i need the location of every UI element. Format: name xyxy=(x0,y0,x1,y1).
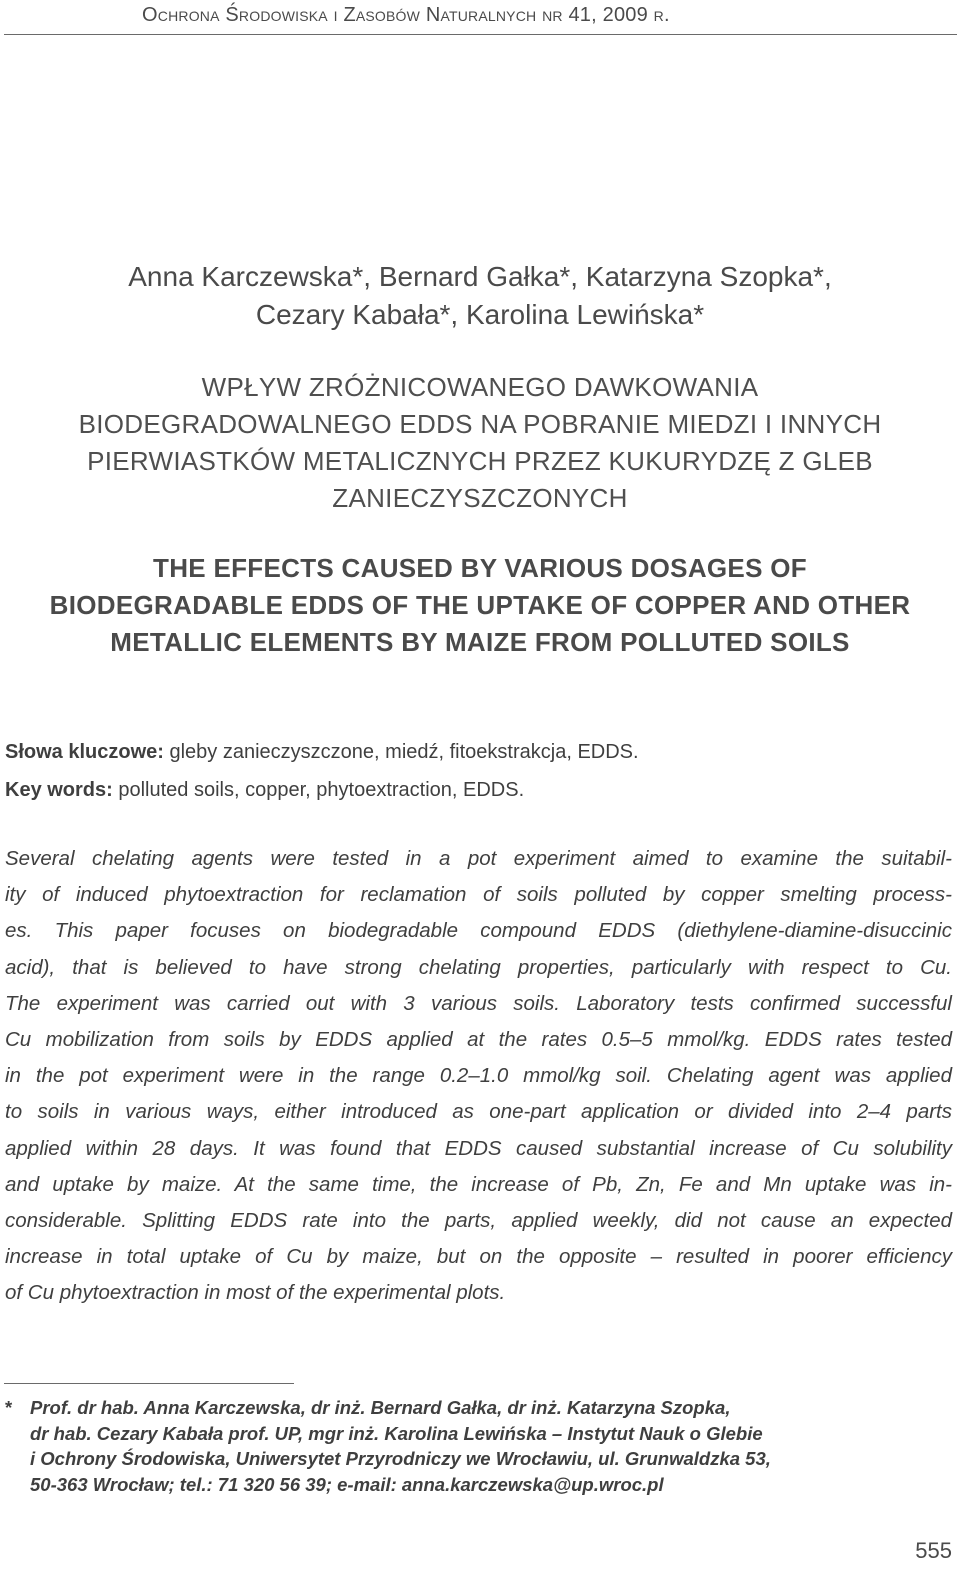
abstract-line: and uptake by maize. At the same time, the increase of Pb, Zn, Fe and Mn uptake was in- xyxy=(5,1172,952,1196)
title-line: METALLIC ELEMENTS BY MAIZE FROM POLLUTED SOILS xyxy=(110,627,850,657)
keywords-section xyxy=(5,733,955,809)
footnote-marker: * xyxy=(5,1397,13,1418)
abstract-line: The experiment was carried out with 3 various soils. Laboratory tests confirmed successful xyxy=(5,991,952,1015)
abstract-line: applied within 28 days. It was found that EDDS caused substantial increase of Cu solubility xyxy=(5,1136,952,1160)
author-line: Anna Karczewska*, Bernard Gałka*, Katarzyna Szopka*, xyxy=(128,261,832,292)
abstract-line: to soils in various ways, either introduced as one-part application or divided into 2–4 parts xyxy=(5,1100,952,1124)
author-affiliation-footnote xyxy=(5,1395,905,1497)
title-line: BIODEGRADOWALNEGO EDDS NA POBRANIE MIEDZI I INNYCH xyxy=(78,409,882,439)
footnote-text xyxy=(30,1395,905,1497)
header-divider xyxy=(4,34,957,35)
abstract xyxy=(5,841,952,1312)
footnote-line: Prof. dr hab. Anna Karczewska, dr inż. Bernard Gałka, dr inż. Katarzyna Szopka, xyxy=(30,1397,731,1418)
author-line: Cezary Kabała*, Karolina Lewińska* xyxy=(255,299,705,330)
title-line: THE EFFECTS CAUSED BY VARIOUS DOSAGES OF xyxy=(153,553,807,583)
title-english xyxy=(0,550,960,661)
footnote-line: dr hab. Cezary Kabała prof. UP, mgr inż. Karolina Lewińska – Instytut Nauk o Glebie xyxy=(30,1422,763,1444)
keywords-polish xyxy=(5,733,955,771)
abstract-line: Several chelating agents were tested in a pot experiment aimed to examine the suitabil- xyxy=(5,847,952,870)
title-polish xyxy=(0,369,960,517)
abstract-line: es. This paper focuses on biodegradable compound EDDS (diethylene-diamine-disuccinic xyxy=(5,919,952,943)
title-line: ZANIECZYSZCZONYCH xyxy=(332,483,628,513)
keywords-english xyxy=(5,771,955,809)
abstract-line: ity of induced phytoextraction for reclamation of soils polluted by copper smelting process- xyxy=(5,883,952,907)
keywords-english-value: polluted soils, copper, phytoextraction, EDDS. xyxy=(112,779,525,801)
abstract-line: of Cu phytoextraction in most of the experimental plots. xyxy=(5,1281,506,1305)
title-line: PIERWIASTKÓW METALICZNYCH PRZEZ KUKURYDZĘ Z GLEB xyxy=(87,446,873,476)
footnote-line: 50-363 Wrocław; tel.: 71 320 56 39; e-mail: anna.karczewska@up.wroc.pl xyxy=(30,1473,664,1495)
author-list xyxy=(0,258,960,334)
footnote-divider xyxy=(4,1383,294,1384)
journal-header: Ochrona Środowiska i Zasobów Naturalnych nr 41, 2009 r. xyxy=(142,4,670,26)
page-number: 555 xyxy=(915,1538,952,1563)
keywords-polish-value: gleby zanieczyszczone, miedź, fitoekstrakcja, EDDS. xyxy=(163,741,639,763)
abstract-line: acid), that is believed to have strong chelating properties, particularly with respect to Cu. xyxy=(5,955,952,979)
abstract-line: Cu mobilization from soils by EDDS applied at the rates 0.5–5 mmol/kg. EDDS rates tested xyxy=(5,1028,952,1052)
keywords-english-label: Key words: xyxy=(5,779,113,801)
footnote-line: i Ochrony Środowiska, Uniwersytet Przyrodniczy we Wrocławiu, ul. Grunwaldzka 53, xyxy=(30,1448,771,1469)
keywords-polish-label: Słowa kluczowe: xyxy=(5,741,164,763)
abstract-line: in the pot experiment were in the range 0.2–1.0 mmol/kg soil. Chelating agent was applied xyxy=(5,1064,952,1088)
title-line: WPŁYW ZRÓŻNICOWANEGO DAWKOWANIA xyxy=(201,372,759,402)
abstract-line: increase in total uptake of Cu by maize, but on the opposite – resulted in poorer efficiency xyxy=(5,1245,952,1269)
title-line: BIODEGRADABLE EDDS OF THE UPTAKE OF COPPER AND OTHER xyxy=(49,590,911,620)
abstract-line: considerable. Splitting EDDS rate into the parts, applied weekly, did not cause an expected xyxy=(5,1209,952,1233)
